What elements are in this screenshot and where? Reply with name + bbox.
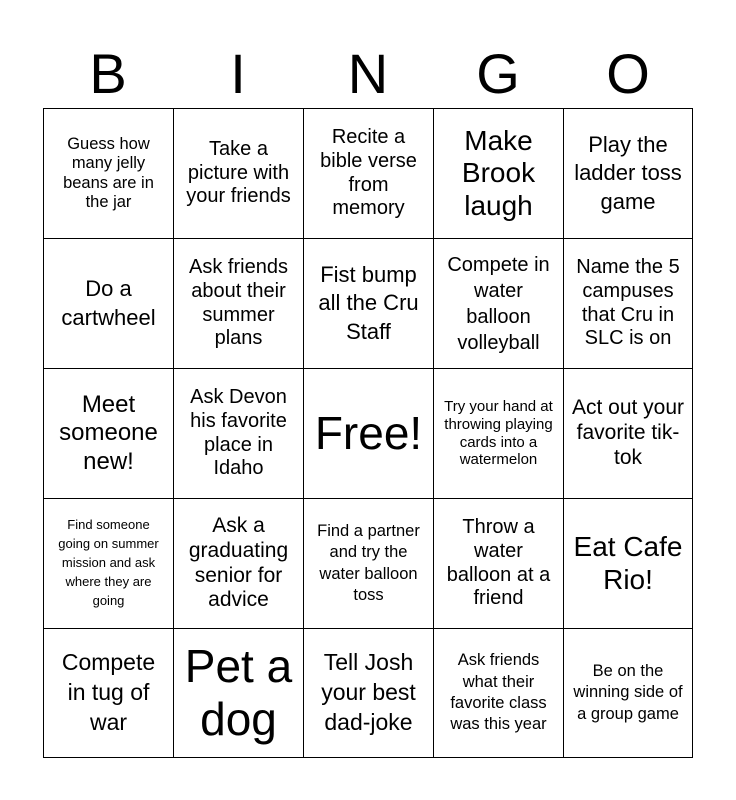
header-letter-o: O	[606, 42, 650, 105]
cell-text: Compete in tug of war	[61, 649, 156, 735]
header-letter-n: N	[347, 42, 389, 105]
bingo-cell[interactable]	[563, 238, 693, 368]
cell-text: Make Brook laugh	[461, 124, 536, 221]
bingo-cell[interactable]	[173, 368, 303, 498]
free-space[interactable]	[303, 368, 433, 498]
bingo-cell[interactable]	[303, 498, 433, 628]
cell-text: Free!	[314, 407, 423, 460]
cell-text: Find a partner and try the water balloon toss	[317, 521, 420, 604]
cell-text: Eat Cafe Rio!	[573, 531, 683, 595]
bingo-cell[interactable]	[433, 108, 563, 238]
header-letter-b: B	[89, 42, 127, 105]
bingo-cell[interactable]	[563, 108, 693, 238]
bingo-cell[interactable]	[563, 498, 693, 628]
bingo-cell[interactable]	[173, 628, 303, 758]
cell-text: Fist bump all the Cru Staff	[318, 261, 419, 344]
bingo-cell[interactable]	[43, 108, 173, 238]
bingo-cell[interactable]	[433, 238, 563, 368]
bingo-cell[interactable]	[303, 628, 433, 758]
bingo-cell[interactable]	[563, 368, 693, 498]
cell-text: Ask friends about their summer plans	[189, 256, 288, 350]
cell-text: Recite a bible verse from memory	[320, 126, 417, 220]
cell-text: Guess how many jelly beans are in the jar	[63, 134, 154, 211]
cell-text: Meet someone new!	[59, 391, 158, 475]
cell-text: Ask a graduating senior for advice	[188, 513, 289, 612]
bingo-cell[interactable]	[433, 628, 563, 758]
cell-text: Ask friends what their favorite class was this year	[450, 651, 547, 734]
bingo-cell[interactable]	[43, 238, 173, 368]
bingo-cell[interactable]	[433, 498, 563, 628]
cell-text: Pet a dog	[184, 639, 293, 745]
cell-text: Tell Josh your best dad-joke	[321, 649, 416, 735]
cell-text: Do a cartwheel	[61, 275, 156, 330]
cell-text: Name the 5 campuses that Cru in SLC is on	[576, 256, 680, 350]
bingo-cell[interactable]	[433, 368, 563, 498]
cell-text: Try your hand at throwing playing cards into a watermelon	[444, 398, 553, 469]
cell-text: Take a picture with your friends	[186, 138, 291, 208]
bingo-cell[interactable]	[43, 628, 173, 758]
cell-text: Be on the winning side of a group game	[573, 661, 683, 723]
cell-text: Find someone going on summer mission and ask where they are going	[58, 517, 159, 608]
bingo-cell[interactable]	[303, 238, 433, 368]
cell-text: Play the ladder toss game	[574, 131, 682, 214]
bingo-cell[interactable]	[43, 368, 173, 498]
header-letter-i: I	[230, 42, 246, 105]
bingo-cell[interactable]	[43, 498, 173, 628]
cell-text: Ask Devon his favorite place in Idaho	[190, 386, 287, 480]
bingo-cell[interactable]	[173, 108, 303, 238]
cell-text: Act out your favorite tik-tok	[571, 396, 685, 469]
cell-text: Throw a water balloon at a friend	[446, 516, 551, 610]
bingo-header	[43, 40, 693, 108]
header-letter-g: G	[476, 42, 520, 105]
bingo-cell[interactable]	[173, 238, 303, 368]
bingo-cell[interactable]	[563, 628, 693, 758]
bingo-cell[interactable]	[173, 498, 303, 628]
bingo-card	[43, 108, 693, 758]
bingo-cell[interactable]	[303, 108, 433, 238]
cell-text: Compete in water balloon volleyball	[447, 253, 550, 354]
